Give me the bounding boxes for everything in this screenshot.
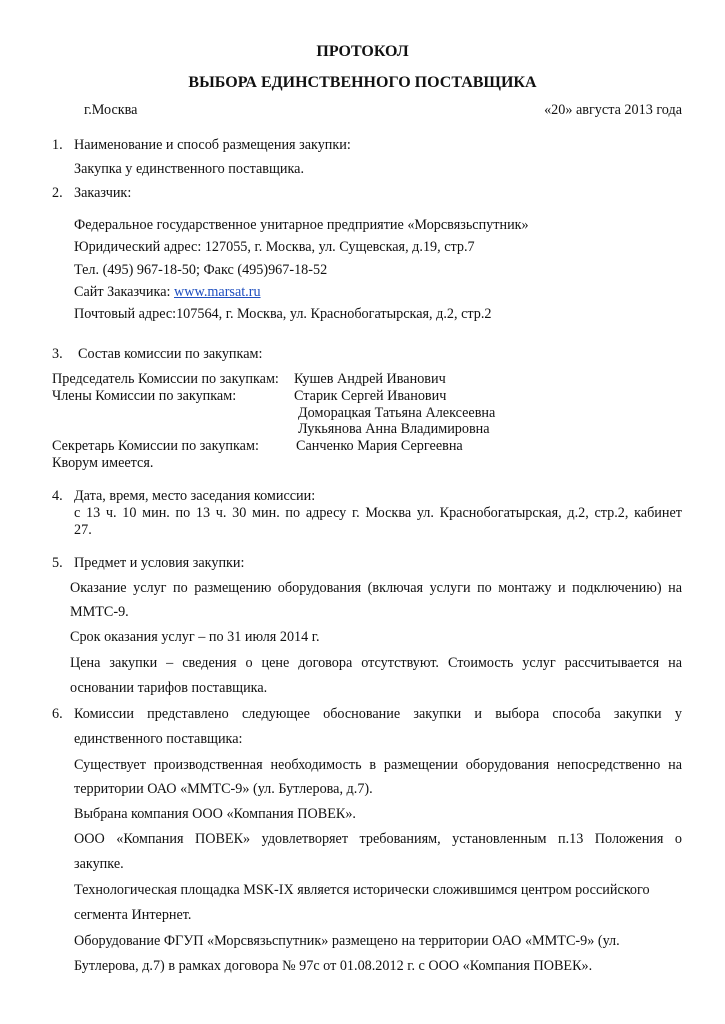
section-heading: Дата, время, место заседания комиссии: (74, 488, 316, 504)
meeting-details-cont: 27. (74, 522, 92, 538)
paragraph: Закупка у единственного поставщика. (74, 161, 304, 177)
chair-label: Председатель Комиссии по закупкам: (52, 371, 279, 387)
paragraph-cont: Бутлерова, д.7) в рамках договора № 97с от 01.08.2012 г. с ООО «Компания ПОВЕК». (74, 958, 593, 974)
document-subtitle: ВЫБОРА ЕДИНСТВЕННОГО ПОСТАВЩИКА (188, 74, 537, 91)
paragraph-cont: сегмента Интернет. (74, 907, 192, 923)
paragraph-cont: ММТС-9. (70, 604, 129, 620)
paragraph: Комиссии представлено следующее обоснование закупки и выбора способа закупки у (74, 706, 682, 722)
section-heading: Заказчик: (74, 185, 132, 201)
section-number: 1. (52, 137, 63, 153)
site-link[interactable]: www.marsat.ru (174, 284, 261, 300)
paragraph: Срок оказания услуг – по 31 июля 2014 г. (70, 629, 320, 645)
postal-address: Почтовый адрес:107564, г. Москва, ул. Краснобогатырская, д.2, стр.2 (74, 306, 492, 322)
paragraph: Существует производственная необходимость в размещении оборудования непосредственно на (74, 757, 682, 773)
member-name: Доморацкая Татьяна Алексеевна (298, 405, 496, 421)
section-heading: Состав комиссии по закупкам: (78, 346, 263, 362)
paragraph-cont: закупке. (74, 856, 124, 872)
site-label: Сайт Заказчика: (74, 284, 174, 300)
section-number: 5. (52, 555, 63, 571)
section-number: 2. (52, 185, 63, 201)
paragraph: Выбрана компания ООО «Компания ПОВЕК». (74, 806, 356, 822)
phone-fax: Тел. (495) 967-18-50; Факс (495)967-18-52 (74, 262, 328, 278)
document-date: «20» августа 2013 года (544, 102, 682, 118)
member-name: Старик Сергей Иванович (294, 388, 447, 404)
legal-address: Юридический адрес: 127055, г. Москва, ул. Сущевская, д.19, стр.7 (74, 239, 475, 255)
customer-name: Федеральное государственное унитарное предприятие «Морсвязьспутник» (74, 217, 529, 233)
members-label: Члены Комиссии по закупкам: (52, 388, 237, 404)
section-number: 6. (52, 706, 63, 722)
section-number: 4. (52, 488, 63, 504)
site-line (74, 285, 261, 299)
member-name: Лукьянова Анна Владимировна (298, 421, 490, 437)
secretary-name: Санченко Мария Сергеевна (296, 438, 463, 454)
paragraph: Оборудование ФГУП «Морсвязьспутник» размещено на территории ОАО «ММТС-9» (ул. (74, 933, 620, 949)
paragraph: Оказание услуг по размещению оборудования (включая услуги по монтажу и подключению) на (70, 580, 682, 596)
secretary-label: Секретарь Комиссии по закупкам: (52, 438, 259, 454)
meeting-details: с 13 ч. 10 мин. по 13 ч. 30 мин. по адресу г. Москва ул. Краснобогатырская, д.2, стр.2, кабинет (74, 505, 682, 521)
section-heading: Предмет и условия закупки: (74, 555, 245, 571)
chair-name: Кушев Андрей Иванович (294, 371, 446, 387)
paragraph: ООО «Компания ПОВЕК» удовлетворяет требованиям, установленным п.13 Положения о (74, 831, 682, 847)
quorum-text: Кворум имеется. (52, 455, 154, 471)
paragraph: Цена закупки – сведения о цене договора отсутствуют. Стоимость услуг рассчитывается на (70, 655, 682, 671)
section-number: 3. (52, 346, 63, 362)
document-title: ПРОТОКОЛ (316, 43, 409, 60)
paragraph-cont: основании тарифов поставщика. (70, 680, 268, 696)
paragraph-cont: единственного поставщика: (74, 731, 243, 747)
section-heading: Наименование и способ размещения закупки: (74, 137, 351, 153)
paragraph: Технологическая площадка MSK-IX является исторически сложившимся центром российского (74, 882, 650, 898)
city: г.Москва (84, 102, 138, 118)
paragraph-cont: территории ОАО «ММТС-9» (ул. Бутлерова, д.7). (74, 781, 373, 797)
